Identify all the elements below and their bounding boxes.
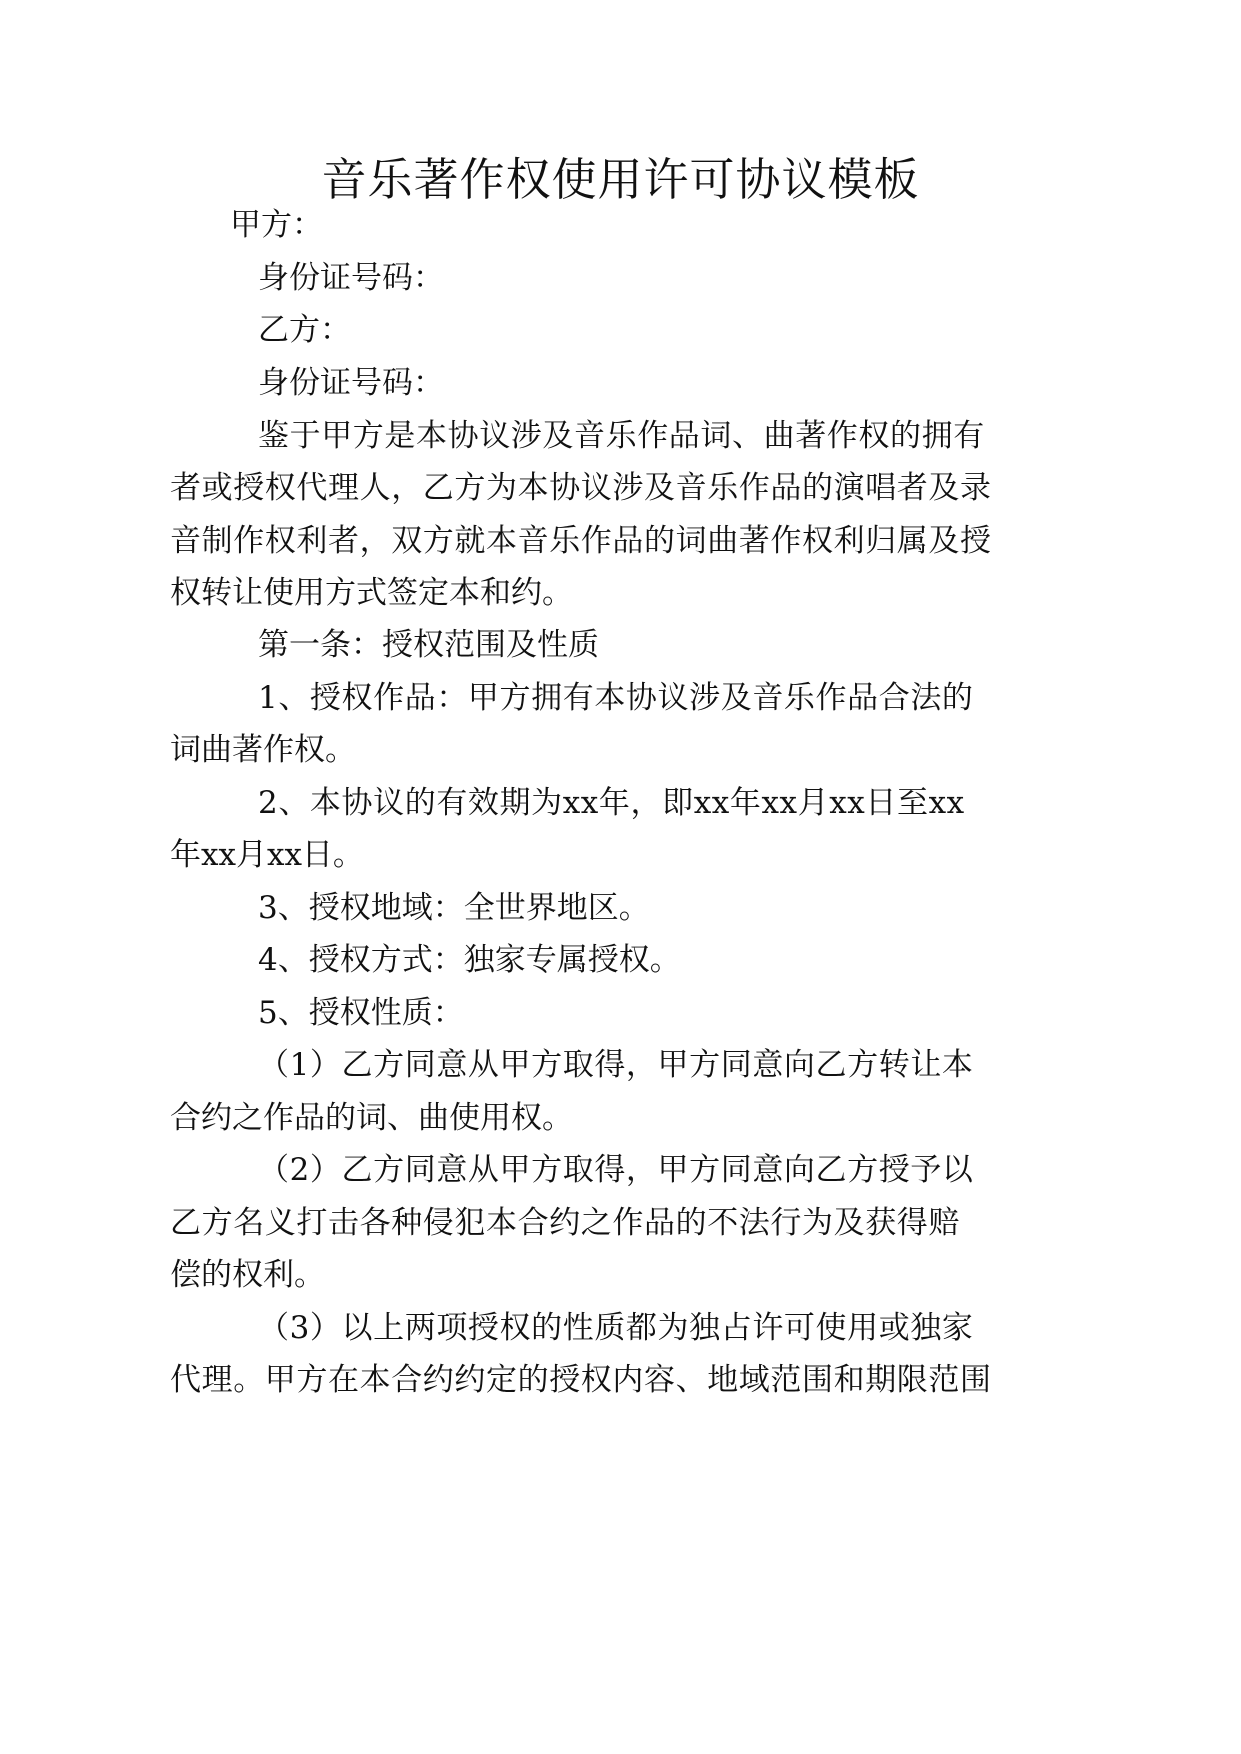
preamble-line-2: 者或授权代理人，乙方为本协议涉及音乐作品的演唱者及录 <box>170 470 992 506</box>
document-title: 音乐著作权使用许可协议模板 <box>321 153 920 206</box>
clause-2-line-1: 2、本协议的有效期为xx年，即xx年xx月xx日至xx <box>258 785 965 821</box>
party-b-id-label: 身份证号码： <box>258 365 444 401</box>
clause-2-line-2: 年xx月xx日。 <box>170 837 364 873</box>
party-b-label: 乙方： <box>258 312 351 348</box>
subclause-2-line-1: （2）乙方同意从甲方取得，甲方同意向乙方授予以 <box>258 1152 974 1188</box>
clause-5-heading: 5、授权性质： <box>258 995 464 1031</box>
clause-3: 3、授权地域：全世界地区。 <box>258 890 650 926</box>
preamble-line-1: 鉴于甲方是本协议涉及音乐作品词、曲著作权的拥有 <box>258 418 985 454</box>
subclause-2-line-3: 偿的权利。 <box>170 1257 325 1293</box>
party-a-id-label: 身份证号码： <box>258 260 444 296</box>
party-a-label: 甲方： <box>230 207 323 243</box>
subclause-3-line-1: （3）以上两项授权的性质都为独占许可使用或独家 <box>258 1310 974 1346</box>
subclause-3-line-2: 代理。甲方在本合约约定的授权内容、地域范围和期限范围 <box>170 1362 992 1398</box>
article-one-heading: 第一条：授权范围及性质 <box>258 627 599 663</box>
subclause-1-line-1: （1）乙方同意从甲方取得，甲方同意向乙方转让本 <box>258 1047 974 1083</box>
preamble-line-3: 音制作权利者，双方就本音乐作品的词曲著作权利归属及授 <box>170 523 992 559</box>
subclause-1-line-2: 合约之作品的词、曲使用权。 <box>170 1100 573 1136</box>
clause-1-line-2: 词曲著作权。 <box>170 732 356 768</box>
clause-1-line-1: 1、授权作品：甲方拥有本协议涉及音乐作品合法的 <box>258 680 974 716</box>
subclause-2-line-2: 乙方名义打击各种侵犯本合约之作品的不法行为及获得赔 <box>170 1205 960 1241</box>
clause-4: 4、授权方式：独家专属授权。 <box>258 942 681 978</box>
preamble-line-4: 权转让使用方式签定本和约。 <box>170 575 573 611</box>
